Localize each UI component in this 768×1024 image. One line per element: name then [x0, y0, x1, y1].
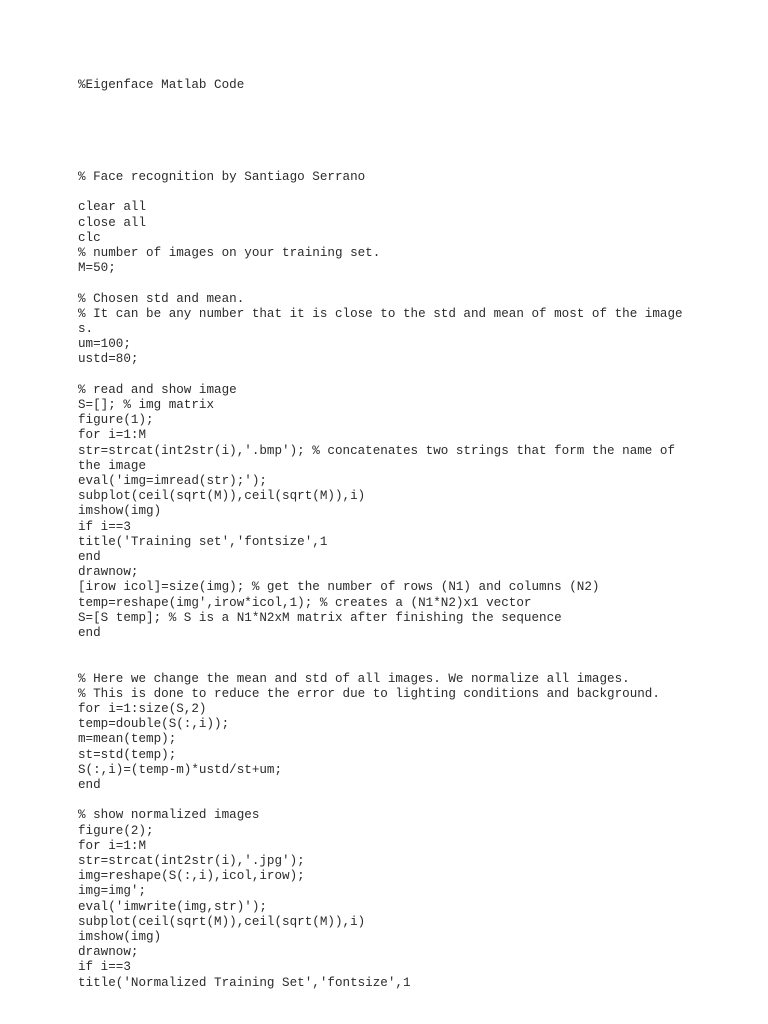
code-line: um=100; — [78, 337, 131, 352]
code-line: st=std(temp); — [78, 747, 177, 762]
code-line: m=mean(temp); — [78, 732, 177, 747]
code-line: S=[S temp]; % S is a N1*N2xM matrix after finishing the sequence — [78, 610, 562, 625]
code-line: subplot(ceil(sqrt(M)),ceil(sqrt(M)),i) — [78, 489, 366, 504]
code-line: % Face recognition by Santiago Serrano — [78, 170, 366, 184]
code-line: temp=double(S(:,i)); — [78, 717, 230, 732]
code-line: clear all — [78, 200, 147, 215]
code-line: % Here we change the mean and std of all images. We normalize all images. — [78, 671, 630, 686]
code-line: end — [78, 778, 101, 792]
code-line: title('Training set','fontsize',1 — [78, 534, 328, 549]
code-line: s. — [78, 322, 94, 336]
code-line: % This is done to reduce the error due to lighting conditions and background. — [78, 686, 660, 701]
code-line: for i=1:M — [78, 428, 147, 443]
code-line: % It can be any number that it is close to the std and mean of most of the image — [78, 306, 683, 321]
code-line: M=50; — [78, 261, 116, 276]
code-line: figure(2); — [78, 823, 154, 838]
code-line: drawnow; — [78, 945, 139, 960]
code-line: % show normalized images — [78, 808, 260, 823]
code-line: ustd=80; — [78, 352, 139, 367]
code-line: title('Normalized Training Set','fontsize',1 — [78, 975, 411, 990]
code-line: [irow icol]=size(img); % get the number of rows (N1) and columns (N2) — [78, 580, 600, 595]
code-line: img=reshape(S(:,i),icol,irow); — [78, 869, 305, 884]
code-line: S(:,i)=(temp-m)*ustd/st+um; — [78, 762, 283, 777]
code-line: str=strcat(int2str(i),'.jpg'); — [78, 854, 305, 868]
code-line: end — [78, 626, 101, 640]
code-line: end — [78, 550, 101, 564]
code-line: % Chosen std and mean. — [78, 291, 245, 306]
code-line: figure(1); — [78, 413, 154, 428]
code-line: clc — [78, 230, 101, 245]
code-line: str=strcat(int2str(i),'.bmp'); % concatenates two strings that form the name of — [78, 443, 676, 458]
code-line: S=[]; % img matrix — [78, 398, 215, 412]
code-line: % number of images on your training set. — [78, 246, 381, 260]
code-line: temp=reshape(img',irow*icol,1); % creates a (N1*N2)x1 vector — [78, 595, 532, 610]
code-line: imshow(img) — [78, 504, 162, 519]
code-line: close all — [78, 215, 147, 230]
code-line: if i==3 — [78, 519, 131, 534]
code-line: the image — [78, 458, 147, 473]
code-line: if i==3 — [78, 960, 131, 975]
code-line: % read and show image — [78, 382, 237, 397]
code-line: eval('imwrite(img,str)'); — [78, 899, 267, 914]
code-line: img=img'; — [78, 884, 147, 899]
code-line: for i=1:M — [78, 838, 147, 853]
document-title: %Eigenface Matlab Code — [78, 78, 245, 92]
code-line: drawnow; — [78, 565, 139, 580]
code-line: for i=1:size(S,2) — [78, 702, 207, 716]
code-line: eval('img=imread(str);'); — [78, 474, 267, 488]
code-line: imshow(img) — [78, 930, 162, 944]
code-line: subplot(ceil(sqrt(M)),ceil(sqrt(M)),i) — [78, 914, 366, 929]
